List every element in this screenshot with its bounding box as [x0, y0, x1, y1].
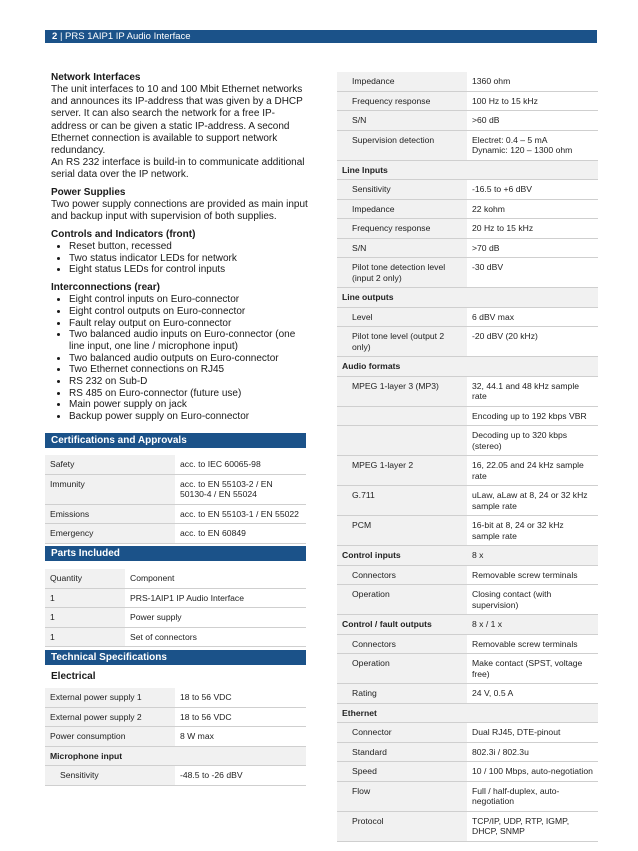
- electrical-heading: Electrical: [51, 671, 96, 682]
- table-cell-value: uLaw, aLaw at 8, 24 or 32 kHz sample rate: [467, 486, 598, 516]
- network-interfaces-heading: Network Interfaces: [51, 72, 141, 83]
- table-row: [337, 327, 598, 357]
- table-cell-value: Removable screw terminals: [467, 634, 598, 654]
- table-cell-value: [467, 288, 598, 308]
- table-cell-key: PCM: [337, 516, 467, 546]
- table-cell-value: Encoding up to 192 kbps VBR: [467, 406, 598, 426]
- table-cell-key: Sensitivity: [45, 766, 175, 786]
- table-cell-key: Rating: [337, 684, 467, 704]
- table-cell-key: Power consumption: [45, 727, 175, 747]
- group-heading: Line Inputs: [337, 160, 467, 180]
- table-row: [337, 565, 598, 585]
- table-cell-value: [467, 703, 598, 723]
- table-cell-key: External power supply 2: [45, 707, 175, 727]
- table-cell-value: acc. to EN 60849: [175, 524, 306, 544]
- table-cell-key: Emergency: [45, 524, 175, 544]
- table-cell-value: Full / half-duplex, auto-negotiation: [467, 781, 598, 811]
- page-header-bar: [45, 30, 597, 43]
- list-item: • Eight control outputs on Euro-connector: [69, 306, 309, 318]
- table-cell-value: 8 W max: [175, 727, 306, 747]
- table-row: [337, 307, 598, 327]
- table-cell-key: Connector: [337, 723, 467, 743]
- list-item: • Two status indicator LEDs for network: [69, 253, 309, 265]
- table-cell-value: -30 dBV: [467, 258, 598, 288]
- table-cell-value: Power supply: [125, 608, 306, 628]
- table-row: [337, 199, 598, 219]
- table-cell-value: 16, 22.05 and 24 kHz sample rate: [467, 456, 598, 486]
- power-supplies-heading: Power Supplies: [51, 186, 126, 198]
- table-row: [337, 516, 598, 546]
- table-row: [337, 781, 598, 811]
- table-cell-key: G.711: [337, 486, 467, 516]
- table-row: [337, 426, 598, 456]
- table-row: [45, 474, 306, 504]
- table-cell-key: Protocol: [337, 811, 467, 841]
- column-header-component: Component: [125, 569, 306, 588]
- table-row: [337, 654, 598, 684]
- group-heading: Audio formats: [337, 357, 467, 377]
- table-cell-key: Flow: [337, 781, 467, 811]
- table-row: [45, 688, 306, 707]
- table-cell-value: acc. to IEC 60065-98: [175, 455, 306, 474]
- table-row: [337, 634, 598, 654]
- table-cell-key: Frequency response: [337, 91, 467, 111]
- table-row: [45, 504, 306, 524]
- table-cell-value: 16-bit at 8, 24 or 32 kHz sample rate: [467, 516, 598, 546]
- table-cell-value: 32, 44.1 and 48 kHz sample rate: [467, 376, 598, 406]
- table-cell-value: 6 dBV max: [467, 307, 598, 327]
- table-cell-key: External power supply 1: [45, 688, 175, 707]
- right-spec-table: [337, 72, 598, 842]
- table-cell-value: Decoding up to 320 kbps (stereo): [467, 426, 598, 456]
- table-group-row: [45, 746, 306, 766]
- table-group-row: [337, 288, 598, 308]
- table-group-row: [337, 160, 598, 180]
- table-row: [45, 766, 306, 786]
- table-cell-value: 100 Hz to 15 kHz: [467, 91, 598, 111]
- table-cell-value: Dual RJ45, DTE-pinout: [467, 723, 598, 743]
- table-cell-value: [467, 357, 598, 377]
- table-cell-key: Operation: [337, 654, 467, 684]
- table-row: [337, 91, 598, 111]
- controls-heading: Controls and Indicators (front): [51, 229, 196, 241]
- table-cell-value: >60 dB: [467, 111, 598, 131]
- table-cell-key: S/N: [337, 238, 467, 258]
- table-row: [337, 456, 598, 486]
- power-supplies-text: Two power supply connections are provided as main input and backup input with supervision of both supplies.: [51, 198, 308, 222]
- interconnections-list: [51, 294, 309, 423]
- list-item: • Two Ethernet connections on RJ45: [69, 364, 309, 376]
- table-cell-value: 8 x: [467, 546, 598, 566]
- table-cell-value: 1360 ohm: [467, 72, 598, 91]
- table-cell-key: 1: [45, 627, 125, 647]
- list-item: • RS 485 on Euro-connector (future use): [69, 388, 309, 400]
- table-cell-key: Immunity: [45, 474, 175, 504]
- table-cell-value: acc. to EN 55103-2 / EN 50130-4 / EN 55024: [175, 474, 306, 504]
- table-cell-key: Speed: [337, 762, 467, 782]
- list-item: • Backup power supply on Euro-connector: [69, 411, 309, 423]
- table-row: [45, 588, 306, 608]
- left-column-text: [51, 72, 309, 426]
- table-row: [337, 723, 598, 743]
- value-line: Dynamic: 120 – 1300 ohm: [472, 145, 573, 155]
- table-cell-value: 20 Hz to 15 kHz: [467, 219, 598, 239]
- table-cell-value: Set of connectors: [125, 627, 306, 647]
- table-cell-value: TCP/IP, UDP, RTP, IGMP, DHCP, SNMP: [467, 811, 598, 841]
- table-cell-key: Emissions: [45, 504, 175, 524]
- table-cell-key: [337, 426, 467, 456]
- value-line: Electret: 0.4 – 5 mA: [472, 134, 548, 145]
- table-cell-key: Connectors: [337, 634, 467, 654]
- table-cell-key: Pilot tone detection level (input 2 only): [337, 258, 467, 288]
- table-row: [45, 608, 306, 628]
- table-row: [337, 762, 598, 782]
- parts-table: [45, 569, 306, 647]
- table-cell-value: [467, 130, 598, 160]
- document-title: | PRS 1AIP1 IP Audio Interface: [59, 31, 191, 42]
- table-cell-key: Standard: [337, 742, 467, 762]
- table-row: [45, 455, 306, 474]
- table-cell-value: 22 kohm: [467, 199, 598, 219]
- table-row: [337, 376, 598, 406]
- table-group-row: [337, 615, 598, 635]
- list-item: • Fault relay output on Euro-connector: [69, 318, 309, 330]
- table-row: [337, 219, 598, 239]
- table-group-row: [337, 703, 598, 723]
- table-cell-key: Connectors: [337, 565, 467, 585]
- table-cell-value: [175, 746, 306, 766]
- list-item: • Two balanced audio outputs on Euro-connector: [69, 353, 309, 365]
- table-cell-value: 802.3i / 802.3u: [467, 742, 598, 762]
- table-row: [337, 238, 598, 258]
- table-cell-key: MPEG 1-layer 2: [337, 456, 467, 486]
- table-row: [337, 811, 598, 841]
- table-row: [337, 742, 598, 762]
- table-cell-key: Frequency response: [337, 219, 467, 239]
- table-cell-value: acc. to EN 55103-1 / EN 55022: [175, 504, 306, 524]
- page-number: 2: [52, 31, 58, 42]
- list-item: • Reset button, recessed: [69, 241, 309, 253]
- table-row: [45, 524, 306, 544]
- group-heading: Microphone input: [45, 746, 175, 766]
- list-item: • RS 232 on Sub-D: [69, 376, 309, 388]
- group-heading: Ethernet: [337, 703, 467, 723]
- list-item: • Eight control inputs on Euro-connector: [69, 294, 309, 306]
- table-group-row: [337, 357, 598, 377]
- list-item: • Main power supply on jack: [69, 399, 309, 411]
- table-cell-key: Safety: [45, 455, 175, 474]
- table-cell-key: 1: [45, 588, 125, 608]
- table-cell-key: Sensitivity: [337, 180, 467, 200]
- table-cell-value: >70 dB: [467, 238, 598, 258]
- column-header-quantity: Quantity: [45, 569, 125, 588]
- table-cell-value: -20 dBV (20 kHz): [467, 327, 598, 357]
- network-interfaces-text-2: An RS 232 interface is build-in to communicate additional serial data over the IP network.: [51, 157, 305, 181]
- table-cell-value: Closing contact (with supervision): [467, 585, 598, 615]
- table-cell-value: 10 / 100 Mbps, auto-negotiation: [467, 762, 598, 782]
- network-interfaces-text: The unit interfaces to 10 and 100 Mbit Ethernet networks and announces its IP-address that was given by a DHCP server. It can also search the network for a free IP-address or can be given a static IP-address. A second Ethernet connection is available to support network redundancy.: [51, 84, 303, 157]
- table-cell-key: [337, 406, 467, 426]
- table-cell-value: Make contact (SPST, voltage free): [467, 654, 598, 684]
- table-cell-key: Impedance: [337, 199, 467, 219]
- table-cell-key: Impedance: [337, 72, 467, 91]
- table-group-row: [337, 546, 598, 566]
- table-row: [337, 585, 598, 615]
- table-cell-value: -48.5 to -26 dBV: [175, 766, 306, 786]
- table-cell-value: 24 V, 0.5 A: [467, 684, 598, 704]
- table-cell-key: 1: [45, 608, 125, 628]
- group-heading: Control / fault outputs: [337, 615, 467, 635]
- technical-specifications-heading: Technical Specifications: [45, 650, 306, 665]
- table-row: [337, 406, 598, 426]
- list-item: • Eight status LEDs for control inputs: [69, 264, 309, 276]
- table-cell-value: 18 to 56 VDC: [175, 688, 306, 707]
- table-cell-key: Supervision detection: [337, 130, 467, 160]
- table-row: [337, 486, 598, 516]
- table-cell-value: 8 x / 1 x: [467, 615, 598, 635]
- table-cell-value: [467, 160, 598, 180]
- table-row: [337, 130, 598, 160]
- interconnections-heading: Interconnections (rear): [51, 282, 160, 294]
- table-cell-key: MPEG 1-layer 3 (MP3): [337, 376, 467, 406]
- electrical-table: [45, 688, 306, 786]
- table-cell-value: -16.5 to +6 dBV: [467, 180, 598, 200]
- table-cell-key: Pilot tone level (output 2 only): [337, 327, 467, 357]
- table-row: [45, 627, 306, 647]
- table-cell-key: S/N: [337, 111, 467, 131]
- table-cell-value: Removable screw terminals: [467, 565, 598, 585]
- table-row: [337, 111, 598, 131]
- group-heading: Control inputs: [337, 546, 467, 566]
- table-cell-value: 18 to 56 VDC: [175, 707, 306, 727]
- table-cell-key: Operation: [337, 585, 467, 615]
- table-row: [45, 707, 306, 727]
- table-cell-value: PRS-1AIP1 IP Audio Interface: [125, 588, 306, 608]
- table-row: [45, 727, 306, 747]
- table-row: [337, 684, 598, 704]
- table-header-row: [45, 569, 306, 588]
- table-row: [337, 258, 598, 288]
- table-row: [337, 72, 598, 91]
- certifications-table: [45, 455, 306, 544]
- controls-list: [51, 241, 309, 276]
- certifications-heading: Certifications and Approvals: [45, 433, 306, 448]
- table-row: [337, 180, 598, 200]
- parts-included-heading: Parts Included: [45, 546, 306, 561]
- list-item: • Two balanced audio inputs on Euro-connector (one line input, one line / microphone input): [69, 329, 309, 352]
- group-heading: Line outputs: [337, 288, 467, 308]
- table-cell-key: Level: [337, 307, 467, 327]
